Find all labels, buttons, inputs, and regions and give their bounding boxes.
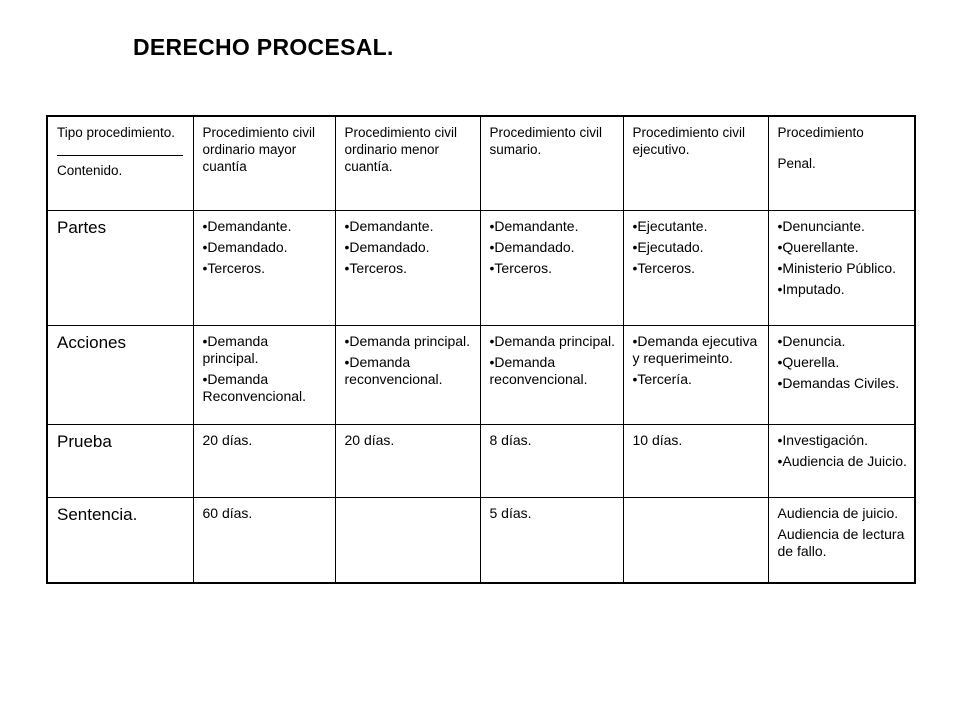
header-penal-line1: Procedimiento — [777, 125, 864, 140]
list-item: Audiencia de lectura de fallo. — [777, 526, 905, 559]
table-row-acciones — [47, 326, 915, 425]
list-item: • Demanda principal. — [203, 333, 328, 367]
table-header-row — [47, 116, 915, 211]
table-row-sentencia — [47, 498, 915, 584]
list-item: • Demandante. — [490, 218, 616, 235]
list-item: • Terceros. — [203, 260, 328, 277]
header-type-label: Tipo procedimiento. — [57, 125, 176, 140]
list-item: • Demanda ejecutiva y requerimeinto. — [633, 333, 761, 367]
cell-acciones-ejecutivo — [623, 326, 768, 425]
list-item: • Terceros. — [490, 260, 616, 277]
list-item: • Tercería. — [633, 371, 761, 388]
list-item: Audiencia de juicio. — [777, 505, 899, 521]
list-item: • Denunciante. — [778, 218, 908, 235]
list-item: • Audiencia de Juicio. — [778, 453, 908, 470]
header-ejecutivo: Procedimiento civil ejecutivo. — [623, 116, 768, 211]
cell-acciones-sumario — [480, 326, 623, 425]
list-item: • Demanda principal. — [345, 333, 473, 350]
table-row-prueba — [47, 425, 915, 498]
list-item: • Ejecutado. — [633, 239, 761, 256]
header-mayor-cuantia: Procedimiento civil ordinario mayor cuantía — [193, 116, 335, 211]
list-item: • Investigación. — [778, 432, 908, 449]
list-item: • Ministerio Público. — [778, 260, 908, 277]
page-title: DERECHO PROCESAL. — [133, 34, 394, 60]
cell-partes-sumario — [480, 211, 623, 326]
list-item: • Imputado. — [778, 281, 908, 298]
cell-acciones-penal — [768, 326, 915, 425]
row-label-partes: Partes — [47, 211, 193, 326]
row-label-prueba: Prueba — [47, 425, 193, 498]
header-penal-line2: Penal. — [777, 156, 816, 171]
cell-prueba-penal — [768, 425, 915, 498]
cell-prueba-sumario: 8 días. — [480, 425, 623, 498]
header-sumario: Procedimiento civil sumario. — [480, 116, 623, 211]
list-item: • Ejecutante. — [633, 218, 761, 235]
list-item: • Demandante. — [345, 218, 473, 235]
cell-acciones-menor — [335, 326, 480, 425]
list-item: • Terceros. — [633, 260, 761, 277]
list-item: • Denuncia. — [778, 333, 908, 350]
cell-partes-penal — [768, 211, 915, 326]
list-item: • Demandado. — [203, 239, 328, 256]
list-item: • Querella. — [778, 354, 908, 371]
row-label-acciones: Acciones — [47, 326, 193, 425]
cell-acciones-mayor — [193, 326, 335, 425]
list-item: • Demandado. — [345, 239, 473, 256]
header-menor-cuantia: Procedimiento civil ordinario menor cuantía. — [335, 116, 480, 211]
cell-sentencia-penal — [768, 498, 915, 584]
list-item: • Demanda reconvencional. — [345, 354, 473, 388]
list-item: • Demandas Civiles. — [778, 375, 908, 392]
header-content-label: Contenido. — [57, 163, 123, 178]
list-item: • Querellante. — [778, 239, 908, 256]
row-label-sentencia: Sentencia. — [47, 498, 193, 584]
cell-prueba-mayor: 20 días. — [193, 425, 335, 498]
cell-sentencia-sumario: 5 días. — [480, 498, 623, 584]
procedure-table — [46, 115, 916, 584]
cell-sentencia-mayor: 60 días. — [193, 498, 335, 584]
list-item: • Demandado. — [490, 239, 616, 256]
cell-sentencia-ejecutivo — [623, 498, 768, 584]
list-item: • Demanda principal. — [490, 333, 616, 350]
cell-sentencia-menor — [335, 498, 480, 584]
table-row-partes — [47, 211, 915, 326]
cell-prueba-ejecutivo: 10 días. — [623, 425, 768, 498]
cell-partes-ejecutivo — [623, 211, 768, 326]
list-item: • Demanda reconvencional. — [490, 354, 616, 388]
list-item: • Demandante. — [203, 218, 328, 235]
header-type-content — [47, 116, 193, 211]
header-penal — [768, 116, 915, 211]
cell-partes-menor — [335, 211, 480, 326]
header-divider-line — [57, 141, 183, 156]
list-item: • Terceros. — [345, 260, 473, 277]
cell-partes-mayor — [193, 211, 335, 326]
list-item: • Demanda Reconvencional. — [203, 371, 328, 405]
cell-prueba-menor: 20 días. — [335, 425, 480, 498]
